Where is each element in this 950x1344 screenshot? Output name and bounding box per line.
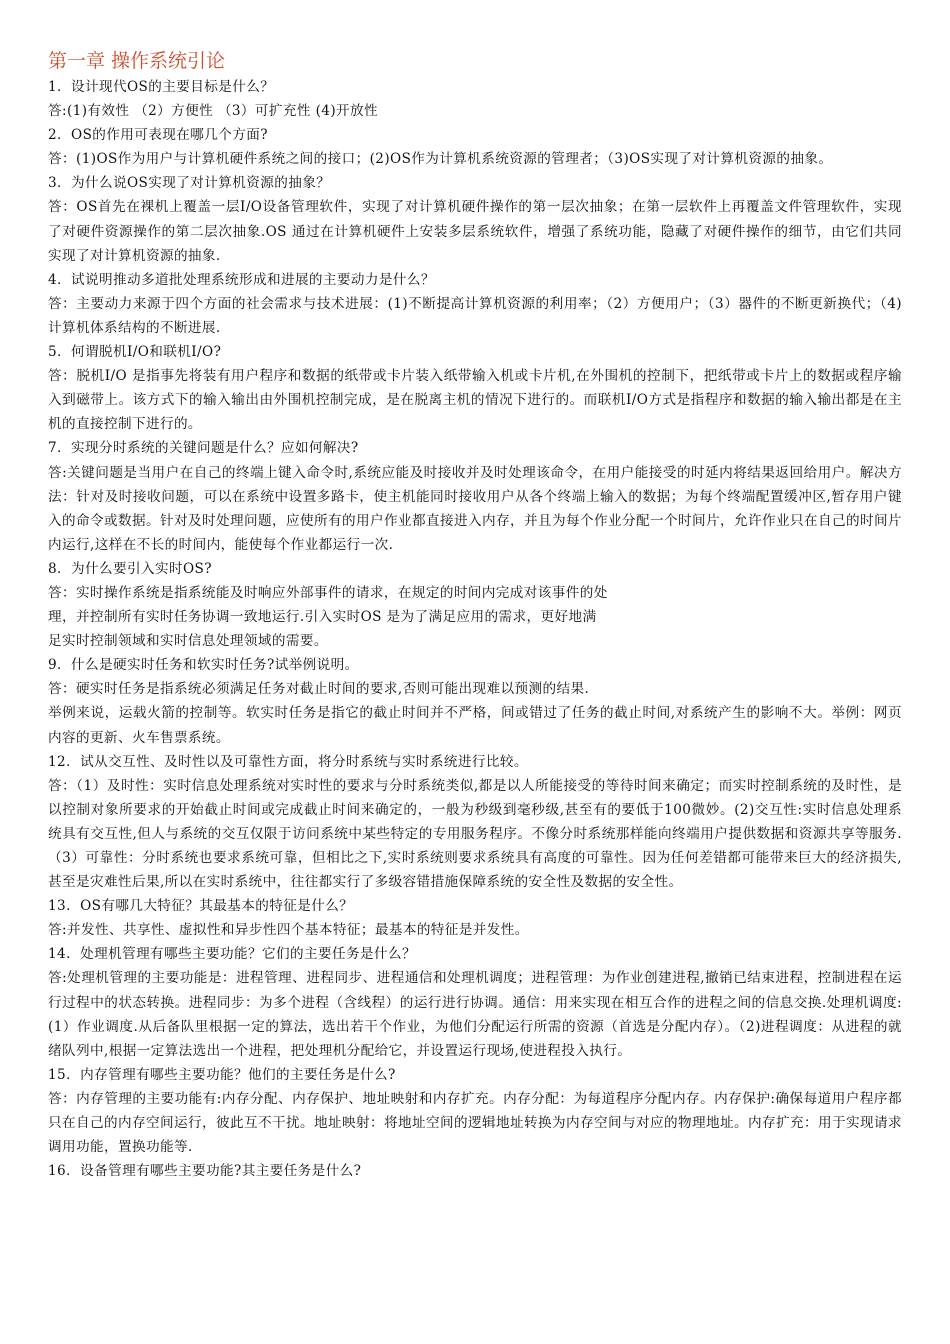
answer-paragraph: 答：(1)OS作为用户与计算机硬件系统之间的接口；(2)OS作为计算机系统资源的管理者；（3)OS实现了对计算机资源的抽象。: [48, 151, 833, 168]
answer-paragraph: 理，并控制所有实时任务协调一致地运行.引入实时OS 是为了满足应用的需求，更好地满: [48, 609, 597, 626]
qa-item: [48, 340, 902, 436]
question: 1．设计现代OS的主要目标是什么？: [48, 79, 275, 95]
question: 9．什么是硬实时任务和软实时任务?试举例说明。: [48, 657, 359, 674]
qa-item: [48, 653, 902, 749]
question: 4．试说明推动多道批处理系统形成和进展的主要动力是什么？: [48, 271, 435, 288]
question: 3．为什么说OS实现了对计算机资源的抽象？: [48, 175, 331, 192]
qa-item: [48, 557, 902, 653]
question: 14．处理机管理有哪些主要功能？它们的主要任务是什么？: [48, 946, 416, 963]
qa-item: [48, 942, 902, 1062]
answer: [48, 677, 902, 749]
question: 8．为什么要引入实时OS?: [48, 560, 212, 577]
qa-item: [48, 750, 902, 895]
qa-item: [48, 123, 902, 171]
qa-item: [48, 436, 902, 556]
answer: [48, 918, 902, 942]
question: 5．何谓脱机I/O和联机I/O?: [48, 344, 222, 361]
question: 15．内存管理有哪些主要功能？他们的主要任务是什么?: [48, 1066, 396, 1083]
answer-paragraph: 举例来说，运载火箭的控制等。软实时任务是指它的截止时间并不严格，间或错过了任务的截止时间,对系统产生的影响不大。举例：网页内容的更新、火车售票系统。: [48, 705, 902, 746]
qa-item: [48, 894, 902, 942]
answer-paragraph: 答:关键问题是当用户在自己的终端上键入命令时,系统应能及时接收并及时处理该命令，在用户能接受的时延内将结果返回给用户。解决方法：针对及时接收问题，可以在系统中设置多路卡，使主机能同时接收用户从各个终端上输入的数据；为每个终端配置缓冲区,暂存用户键入的命令或数据。针对及时处理问题，应使所有的用户作业都直接进入内存，并且为每个作业分配一个时间片，允许作业只在自己的时间片内运行,这样在不长的时间内，能使每个作业都运行一次.: [48, 464, 902, 553]
answer-paragraph: 答：（1）及时性：实时信息处理系统对实时性的要求与分时系统类似,都是以人所能接受的等待时间来确定；而实时控制系统的及时性，是以控制对象所要求的开始截止时间或完成截止时间来确定的，一般为秒级到毫秒级,甚至有的要低于100微妙。(2)交互性:实时信息处理系统具有交互性,但人与系统的交互仅限于访问系统中某些特定的专用服务程序。不像分时系统那样能向终端用户提供数据和资源共享等服务.（3）可靠性：分时系统也要求系统可靠，但相比之下,实时系统则要求系统具有高度的可靠性。因为任何差错都可能带来巨大的经济损失,甚至是灾难性后果,所以在实时系统中，往往都实行了多级容错措施保障系统的安全性及数据的安全性。: [48, 777, 902, 891]
answer-paragraph: 答：内存管理的主要功能有:内存分配、内存保护、地址映射和内存扩充。内存分配：为每道程序分配内存。内存保护:确保每道用户程序都只在自己的内存空间运行，彼此互不干扰。地址映射：将地址空间的逻辑地址转换为内存空间与对应的物理地址。内存扩充：用于实现请求调用功能，置换功能等.: [48, 1090, 902, 1156]
question: 2．OS的作用可表现在哪几个方面?: [48, 127, 268, 144]
qa-item: [48, 171, 902, 267]
answer: [48, 147, 902, 171]
answer: [48, 1087, 902, 1159]
qa-list: [48, 75, 902, 1183]
answer: [48, 195, 902, 267]
answer: [48, 364, 902, 436]
qa-item: [48, 1159, 902, 1183]
question: 7．实现分时系统的关键问题是什么？应如何解决?: [48, 440, 359, 457]
qa-item: [48, 75, 902, 123]
answer-paragraph: 足实时控制领域和实时信息处理领域的需要。: [48, 633, 328, 650]
answer-paragraph: 答：OS首先在裸机上覆盖一层I/O设备管理软件，实现了对计算机硬件操作的第一层次抽象；在第一层软件上再覆盖文件管理软件，实现了对硬件资源操作的第二层次抽象.OS 通过在计算机硬件上安装多层系统软件，增强了系统功能，隐藏了对硬件操作的细节，由它们共同实现了对计算机资源的抽象.: [48, 199, 902, 264]
question: 13．OS有哪几大特征？其最基本的特征是什么？: [48, 898, 354, 915]
answer-paragraph: 答:处理机管理的主要功能是：进程管理、进程同步、进程通信和处理机调度；进程管理：为作业创建进程,撤销已结束进程，控制进程在运行过程中的状态转换。进程同步：为多个进程（含线程）的运行进行协调。通信：用来实现在相互合作的进程之间的信息交换.处理机调度:(1）作业调度.从后备队里根据一定的算法，选出若干个作业，为他们分配运行所需的资源（首选是分配内存）。（2)进程调度：从进程的就绪队列中,根据一定算法选出一个进程，把处理机分配给它，并设置运行现场,使进程投入执行。: [48, 970, 902, 1059]
answer: [48, 581, 902, 653]
answer: [48, 99, 902, 123]
qa-item: [48, 268, 902, 340]
question: 16．设备管理有哪些主要功能?其主要任务是什么?: [48, 1163, 362, 1180]
chapter-title: 第一章 操作系统引论: [48, 50, 226, 72]
answer-paragraph: 答：脱机I/O 是指事先将装有用户程序和数据的纸带或卡片装入纸带输入机或卡片机,在外围机的控制下，把纸带或卡片上的数据或程序输入到磁带上。该方式下的输入输出由外围机控制完成，是在脱离主机的情况下进行的。而联机I/O方式是指程序和数据的输入输出都是在主机的直接控制下进行的。: [48, 368, 902, 433]
answer: [48, 461, 902, 557]
answer-paragraph: 答：主要动力来源于四个方面的社会需求与技术进展：(1)不断提高计算机资源的利用率；（2）方便用户；（3）器件的不断更新换代；（4)计算机体系结构的不断进展.: [48, 295, 902, 336]
answer-paragraph: 答:并发性、共享性、虚拟性和异步性四个基本特征；最基本的特征是并发性。: [48, 922, 529, 939]
qa-item: [48, 1063, 902, 1159]
answer: [48, 774, 902, 894]
answer-paragraph: 答：硬实时任务是指系统必须满足任务对截止时间的要求,否则可能出现难以预测的结果.: [48, 681, 590, 698]
answer: [48, 292, 902, 340]
answer-paragraph: 答：实时操作系统是指系统能及时响应外部事件的请求，在规定的时间内完成对该事件的处: [48, 584, 608, 601]
question: 12．试从交互性、及时性以及可靠性方面，将分时系统与实时系统进行比较。: [48, 753, 528, 770]
answer: [48, 966, 902, 1062]
answer-paragraph: 答:(1)有效性 （2）方便性 （3）可扩充性 (4)开放性: [48, 103, 379, 120]
